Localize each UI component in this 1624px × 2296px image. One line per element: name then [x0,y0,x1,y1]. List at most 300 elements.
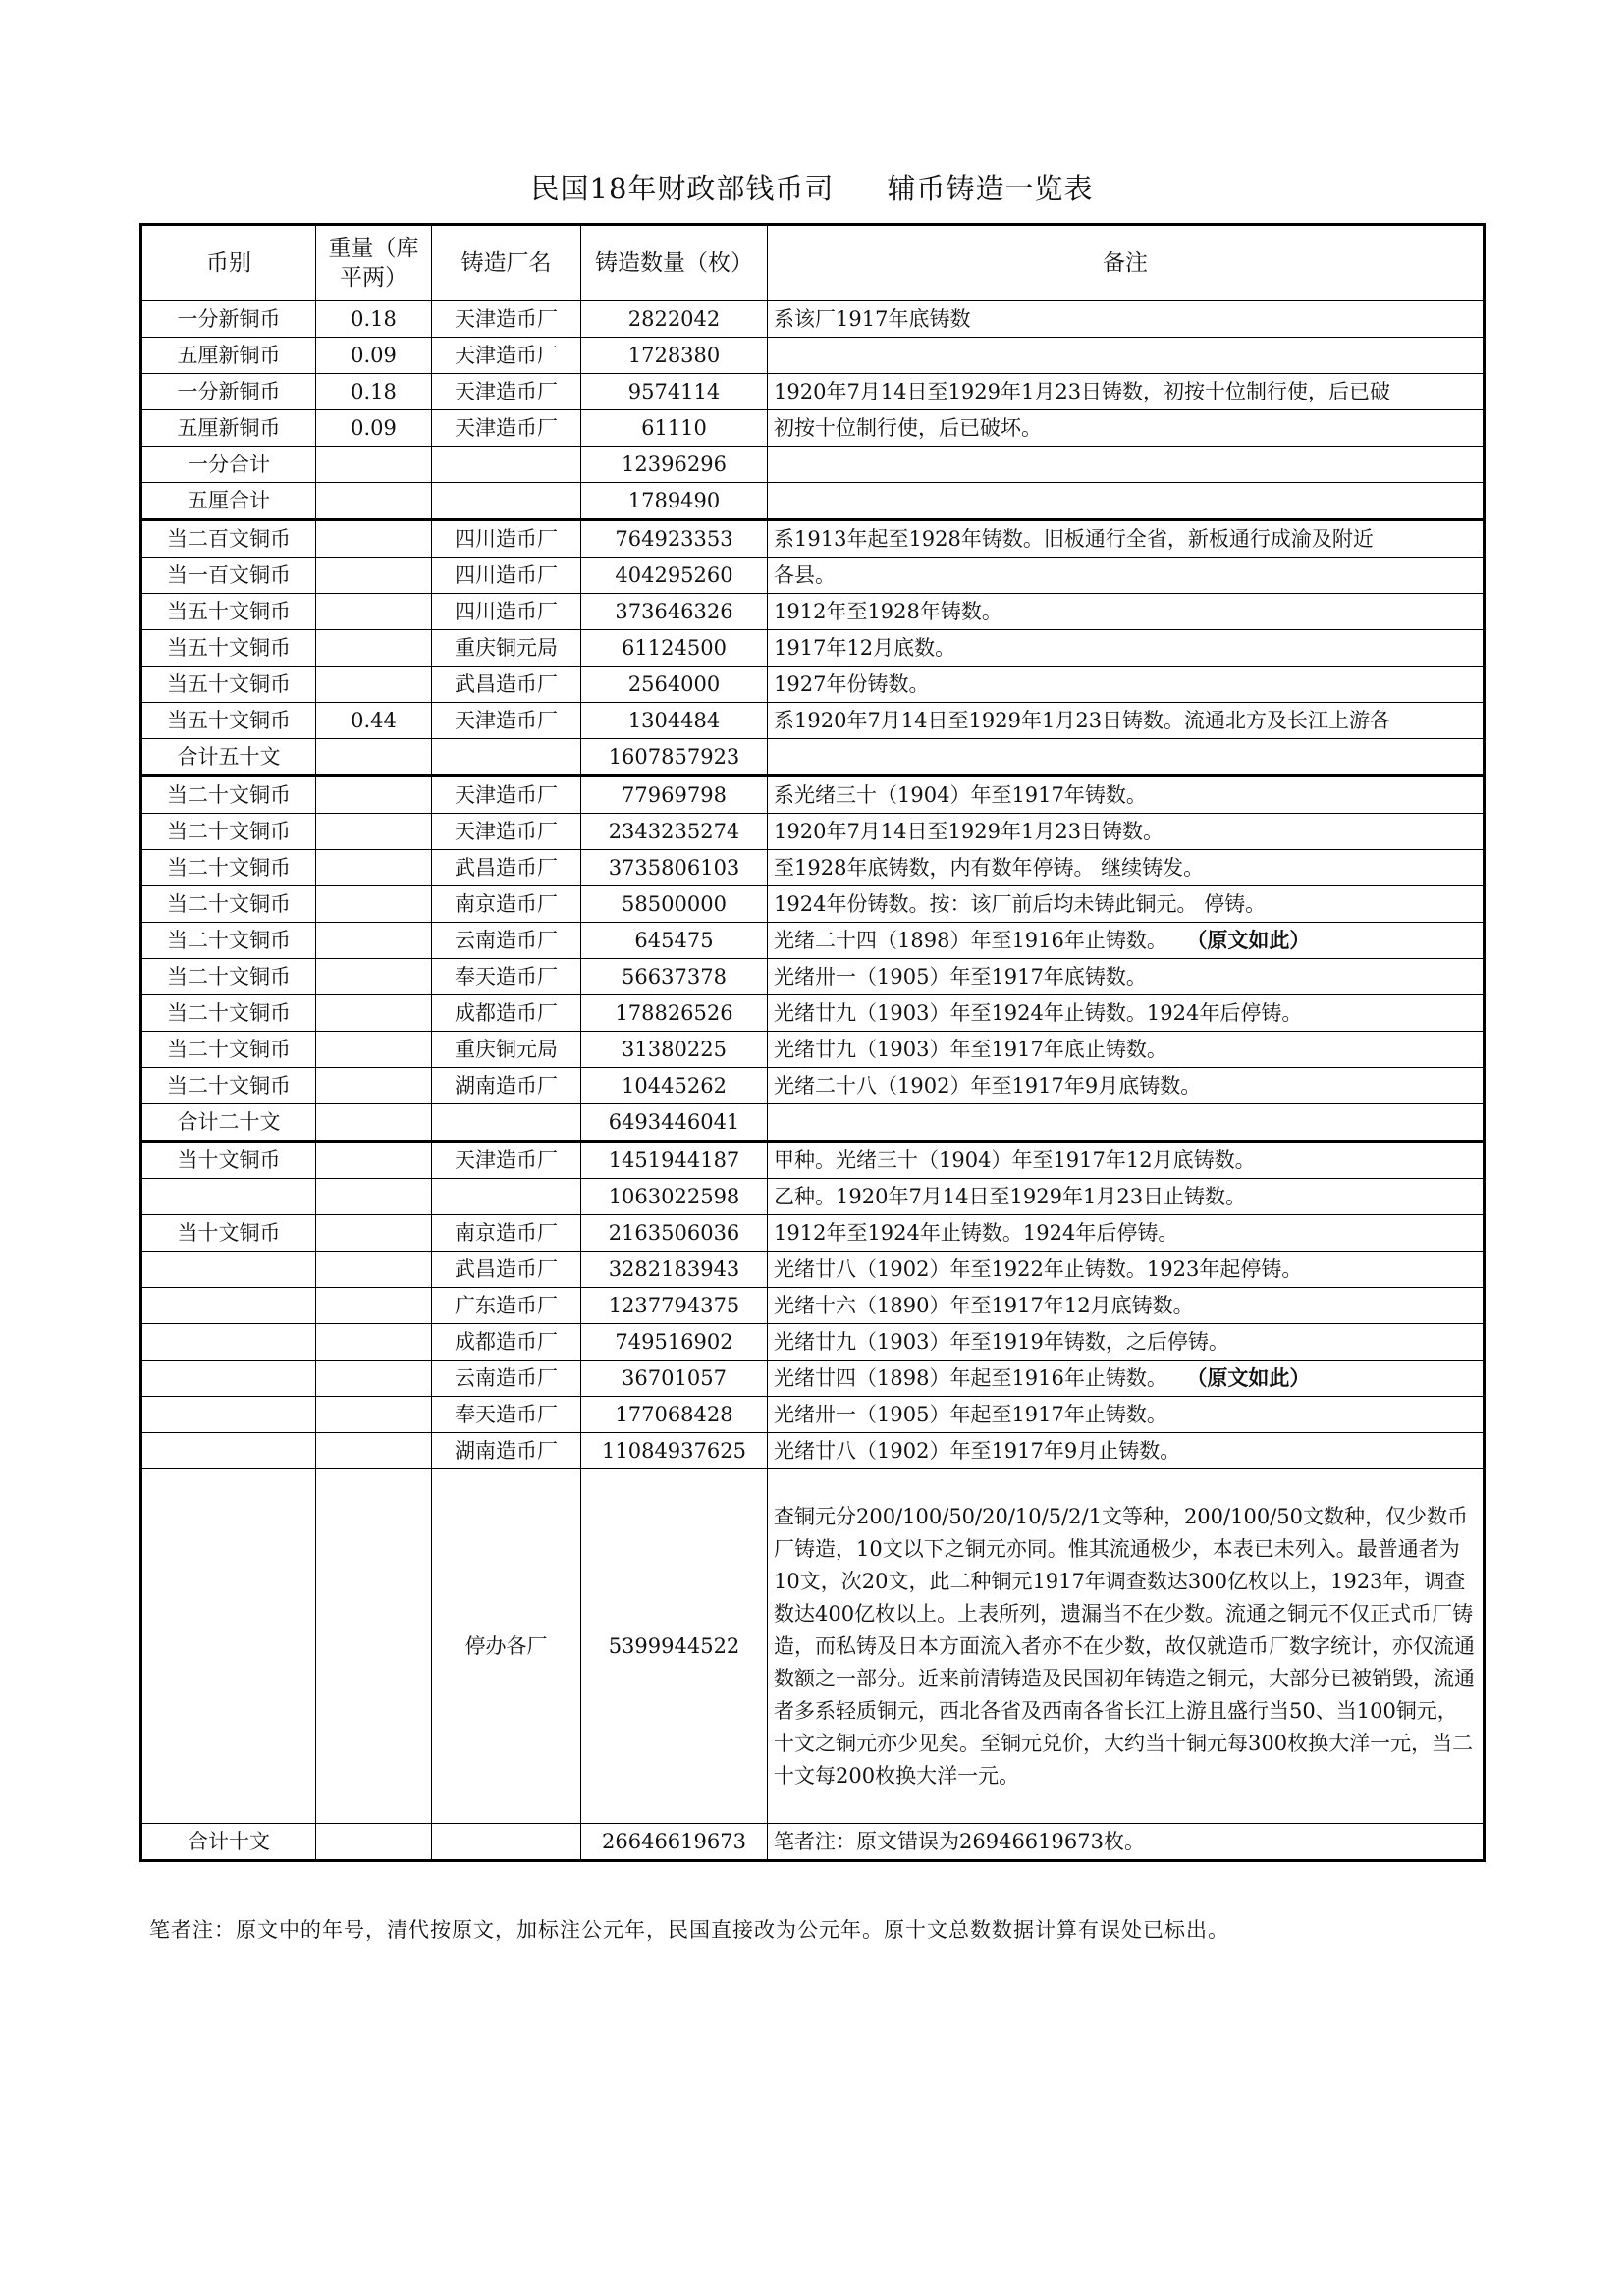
cell-qty [581,338,768,374]
table-row [141,483,1485,520]
cell-weight [316,1433,432,1469]
mint-text: 武昌造币厂 [455,1257,558,1281]
table-row [141,338,1485,374]
cell-weight [316,1252,432,1288]
header-weight: 重量（库平两） [316,225,432,301]
cell-remark [768,630,1485,667]
cell-weight [316,995,432,1032]
cell-mint [432,1397,581,1433]
mint-text: 重庆铜元局 [455,1038,558,1061]
table-row [141,1032,1485,1068]
table-row [141,374,1485,410]
table-row [141,594,1485,630]
coin-table [139,223,1486,1862]
mint-text: 南京造币厂 [455,892,558,916]
cell-type [141,1032,316,1068]
cell-remark [768,1397,1485,1433]
cell-qty [581,301,768,338]
table-row [141,301,1485,338]
cell-remark [768,1068,1485,1104]
qty-text: 9574114 [627,380,721,403]
cell-remark [768,594,1485,630]
table-row [141,1288,1485,1324]
cell-type [141,447,316,483]
cell-mint [432,667,581,703]
qty-text: 58500000 [622,892,727,916]
cell-type [141,886,316,923]
mint-text: 天津造币厂 [455,416,558,440]
cell-mint [432,630,581,667]
cell-remark [768,850,1485,886]
qty-text: 2822042 [627,307,721,331]
cell-qty [581,558,768,594]
weight-text: 0.18 [351,380,397,403]
type-text: 当二十文铜币 [167,856,291,880]
type-text: 一分合计 [188,453,270,476]
weight-text: 0.18 [351,307,397,331]
remark-text: 笔者注：原文错误为26946619673枚。 [774,1830,1145,1853]
table-row [141,1179,1485,1215]
cell-remark [768,1824,1485,1861]
cell-type [141,1469,316,1824]
cell-qty [581,923,768,959]
cell-weight [316,1104,432,1142]
cell-qty [581,1252,768,1288]
cell-remark [768,1469,1485,1824]
table-row [141,776,1485,814]
table-row [141,886,1485,923]
mint-text: 南京造币厂 [455,1221,558,1245]
cell-qty [581,410,768,447]
table-row [141,923,1485,959]
cell-weight [316,483,432,520]
qty-text: 11084937625 [602,1439,746,1463]
mint-text: 奉天造币厂 [455,965,558,988]
cell-qty [581,630,768,667]
cell-weight [316,667,432,703]
cell-weight [316,814,432,850]
cell-remark [768,1288,1485,1324]
cell-qty [581,1179,768,1215]
cell-remark [768,703,1485,739]
cell-weight [316,1397,432,1433]
type-text: 当二十文铜币 [167,929,291,952]
cell-remark [768,1179,1485,1215]
remark-text: 1924年份铸数。按：该厂前后均未铸此铜元。 停铸。 [774,892,1267,916]
cell-remark [768,447,1485,483]
cell-weight [316,520,432,558]
qty-text: 61110 [641,416,707,440]
type-text: 当二十文铜币 [167,1038,291,1061]
remark-text: 1920年7月14日至1929年1月23日铸数，初按十位制行使，后已破 [774,380,1391,403]
qty-text: 2163506036 [608,1221,740,1245]
cell-mint [432,483,581,520]
cell-remark [768,338,1485,374]
qty-text: 1728380 [627,344,721,367]
table-row [141,1824,1485,1861]
type-text: 当二十文铜币 [167,1074,291,1097]
header-qty: 铸造数量（枚） [581,225,768,301]
cell-type [141,923,316,959]
type-text: 当二十文铜币 [167,965,291,988]
remark-text: 系1913年起至1928年铸数。旧板通行全省，新板通行成渝及附近 [774,527,1374,551]
cell-qty [581,1397,768,1433]
table-row [141,1361,1485,1397]
mint-text: 成都造币厂 [455,1001,558,1025]
remark-text: 光绪卅一（1905）年至1917年底铸数。 [774,965,1147,988]
qty-text: 373646326 [615,600,733,623]
type-text: 当二十文铜币 [167,783,291,807]
cell-weight [316,1824,432,1861]
cell-weight [316,301,432,338]
mint-text: 天津造币厂 [455,1148,558,1172]
qty-text: 1789490 [627,489,721,512]
cell-type [141,1104,316,1142]
cell-mint [432,814,581,850]
qty-text: 36701057 [622,1366,727,1390]
remark-text: 光绪廿八（1902）年至1917年9月止铸数。 [774,1439,1181,1463]
mint-text: 天津造币厂 [455,709,558,732]
qty-text: 1304484 [627,709,721,732]
cell-qty [581,886,768,923]
cell-type [141,338,316,374]
cell-mint [432,1824,581,1861]
cell-weight [316,703,432,739]
cell-type [141,1215,316,1252]
qty-text: 6493446041 [608,1110,740,1134]
cell-weight [316,447,432,483]
cell-type [141,520,316,558]
cell-mint [432,1032,581,1068]
remark-text: 1912年至1928年铸数。 [774,600,1002,623]
remark-text: 1917年12月底数。 [774,636,956,660]
cell-remark [768,995,1485,1032]
remark-text: 至1928年底铸数，内有数年停铸。 继续铸发。 [774,856,1205,880]
cell-qty [581,995,768,1032]
mint-text: 云南造币厂 [455,1366,558,1390]
cell-qty [581,667,768,703]
cell-type [141,558,316,594]
cell-remark [768,520,1485,558]
table-row [141,1142,1485,1179]
cell-weight [316,594,432,630]
cell-weight [316,850,432,886]
qty-text: 749516902 [615,1330,733,1354]
remark-text: 1927年份铸数。 [774,672,930,696]
remark-text: 光绪廿四（1898）年起至1916年止铸数。 [774,1366,1167,1390]
cell-mint [432,1104,581,1142]
cell-qty [581,1288,768,1324]
cell-mint [432,1361,581,1397]
cell-remark [768,1104,1485,1142]
table-row [141,850,1485,886]
cell-weight [316,1068,432,1104]
cell-remark [768,410,1485,447]
cell-type [141,1433,316,1469]
cell-mint [432,558,581,594]
type-text: 当五十文铜币 [167,672,291,696]
cell-qty [581,1361,768,1397]
cell-mint [432,1068,581,1104]
cell-weight [316,374,432,410]
remark-text: 光绪廿九（1903）年至1924年止铸数。1924年后停铸。 [774,1001,1303,1025]
cell-weight [316,1288,432,1324]
cell-type [141,1361,316,1397]
qty-text: 2343235274 [608,820,740,843]
qty-text: 177068428 [615,1403,733,1426]
cell-qty [581,703,768,739]
mint-text: 天津造币厂 [455,783,558,807]
cell-qty [581,1104,768,1142]
cell-remark [768,1215,1485,1252]
table-row [141,1433,1485,1469]
mint-text: 成都造币厂 [455,1330,558,1354]
type-text: 合计五十文 [177,745,281,769]
cell-type [141,630,316,667]
header-type: 币别 [141,225,316,301]
cell-mint [432,1433,581,1469]
cell-type [141,1824,316,1861]
header-remark: 备注 [768,225,1485,301]
footnote: 笔者注：原文中的年号，清代按原文，加标注公元年，民国直接改为公元年。原十文总数数据计算有误处已标出。 [149,1918,1229,1942]
cell-mint [432,1142,581,1179]
cell-qty [581,483,768,520]
qty-text: 61124500 [622,636,727,660]
remark-text: 光绪廿九（1903）年至1917年底止铸数。 [774,1038,1167,1061]
cell-mint [432,1324,581,1361]
qty-text: 77969798 [622,783,727,807]
cell-type [141,850,316,886]
remark-extra: （原文如此） [1196,1365,1311,1390]
type-text: 当五十文铜币 [167,600,291,623]
qty-text: 31380225 [622,1038,727,1061]
table-row [141,1252,1485,1288]
cell-qty [581,1142,768,1179]
cell-mint [432,338,581,374]
cell-mint [432,739,581,776]
type-text: 五厘合计 [188,489,270,512]
cell-type [141,410,316,447]
table-row [141,667,1485,703]
cell-weight [316,1469,432,1824]
cell-type [141,776,316,814]
cell-type [141,1288,316,1324]
table-row [141,447,1485,483]
mint-text: 四川造币厂 [455,600,558,623]
mint-text: 湖南造币厂 [455,1074,558,1097]
table-row [141,558,1485,594]
cell-remark [768,483,1485,520]
cell-type [141,1252,316,1288]
table-row [141,1324,1485,1361]
cell-mint [432,923,581,959]
cell-mint [432,410,581,447]
remark-text: 系光绪三十（1904）年至1917年铸数。 [774,783,1147,807]
qty-text: 2564000 [627,672,721,696]
cell-qty [581,814,768,850]
table-row [141,1469,1485,1824]
weight-text: 0.44 [351,709,397,732]
cell-weight [316,1361,432,1397]
cell-remark [768,374,1485,410]
page-title [0,167,1624,207]
cell-mint [432,1215,581,1252]
cell-mint [432,776,581,814]
type-text: 一分新铜币 [177,380,281,403]
remark-text: 光绪廿九（1903）年至1919年铸数，之后停铸。 [774,1330,1229,1354]
remark-text: 乙种。1920年7月14日至1929年1月23日止铸数。 [774,1185,1247,1208]
type-text: 当一百文铜币 [167,563,291,587]
mint-text: 四川造币厂 [455,527,558,551]
remark-extra: （原文如此） [1196,928,1311,952]
cell-mint [432,594,581,630]
qty-text: 5399944522 [608,1634,740,1658]
cell-weight [316,1215,432,1252]
mint-text: 天津造币厂 [455,344,558,367]
remark-text: 各县。 [774,563,836,587]
cell-remark [768,776,1485,814]
cell-mint [432,959,581,995]
cell-qty [581,1433,768,1469]
cell-weight [316,1179,432,1215]
remark-text: 初按十位制行使，后已破坏。 [774,416,1042,440]
cell-qty [581,447,768,483]
mint-text: 云南造币厂 [455,929,558,952]
cell-weight [316,410,432,447]
cell-mint [432,1288,581,1324]
cell-type [141,814,316,850]
type-text: 当五十文铜币 [167,709,291,732]
cell-mint [432,850,581,886]
weight-text: 0.09 [351,416,397,440]
qty-text: 1451944187 [608,1148,740,1172]
cell-mint [432,301,581,338]
remark-text: 光绪卅一（1905）年起至1917年止铸数。 [774,1403,1167,1426]
remark-text: 光绪十六（1890）年至1917年12月底铸数。 [774,1294,1194,1317]
qty-text: 12396296 [622,453,727,476]
table-row [141,959,1485,995]
table-row [141,630,1485,667]
cell-qty [581,959,768,995]
table-row [141,1068,1485,1104]
qty-text: 645475 [634,929,714,952]
qty-text: 404295260 [615,563,733,587]
type-text: 当二十文铜币 [167,820,291,843]
mint-text: 湖南造币厂 [455,1439,558,1463]
table-row [141,1104,1485,1142]
cell-qty [581,850,768,886]
table-row [141,814,1485,850]
qty-text: 764923353 [615,527,733,551]
remark-text: 系该厂1917年底铸数 [774,307,971,331]
remark-text: 光绪二十八（1902）年至1917年9月底铸数。 [774,1074,1202,1097]
cell-weight [316,886,432,923]
weight-text: 0.09 [351,344,397,367]
type-text: 合计十文 [188,1830,270,1853]
cell-type [141,1324,316,1361]
mint-text: 武昌造币厂 [455,672,558,696]
qty-text: 56637378 [622,965,727,988]
cell-weight [316,776,432,814]
cell-remark [768,923,1485,959]
qty-text: 1607857923 [608,745,740,769]
remark-text: 光绪廿八（1902）年至1922年止铸数。1923年起停铸。 [774,1257,1303,1281]
table-row [141,703,1485,739]
mint-text: 天津造币厂 [455,380,558,403]
remark-text: 1912年至1924年止铸数。1924年后停铸。 [774,1221,1179,1245]
cell-weight [316,1142,432,1179]
cell-remark [768,959,1485,995]
table-row [141,1397,1485,1433]
mint-text: 天津造币厂 [455,307,558,331]
cell-weight [316,959,432,995]
table-row [141,520,1485,558]
type-text: 五厘新铜币 [177,416,281,440]
cell-remark [768,886,1485,923]
cell-remark [768,1252,1485,1288]
mint-text: 四川造币厂 [455,563,558,587]
cell-remark [768,667,1485,703]
cell-type [141,594,316,630]
mint-text: 重庆铜元局 [455,636,558,660]
title-part1: 民国18年财政部钱币司 [530,172,835,205]
cell-qty [581,374,768,410]
cell-type [141,959,316,995]
cell-type [141,703,316,739]
cell-weight [316,923,432,959]
cell-mint [432,995,581,1032]
cell-qty [581,520,768,558]
cell-qty [581,739,768,776]
remark-text: 1920年7月14日至1929年1月23日铸数。 [774,820,1164,843]
cell-remark [768,1142,1485,1179]
type-text: 当五十文铜币 [167,636,291,660]
mint-text: 广东造币厂 [455,1294,558,1317]
cell-type [141,301,316,338]
remark-text: 光绪二十四（1898）年至1916年止铸数。 [774,929,1167,952]
cell-weight [316,558,432,594]
cell-type [141,374,316,410]
cell-remark [768,739,1485,776]
cell-remark [768,1032,1485,1068]
type-text: 当十文铜币 [177,1221,281,1245]
cell-qty [581,776,768,814]
mint-text: 武昌造币厂 [455,856,558,880]
remark-text: 系1920年7月14日至1929年1月23日铸数。流通北方及长江上游各 [774,709,1391,732]
type-text: 当二百文铜币 [167,527,291,551]
cell-type [141,1179,316,1215]
cell-mint [432,1179,581,1215]
cell-type [141,1142,316,1179]
cell-qty [581,1469,768,1824]
table-row [141,995,1485,1032]
qty-text: 1237794375 [608,1294,740,1317]
remark-text: 甲种。光绪三十（1904）年至1917年12月底铸数。 [774,1148,1256,1172]
mint-text: 停办各厂 [464,1634,548,1658]
type-text: 当二十文铜币 [167,1001,291,1025]
remark-text: 查铜元分200/100/50/20/10/5/2/1文等种，200/100/50文数种，仅少数币厂铸造，10文以下之铜元亦同。惟其流通极少，本表已未列入。最普通者为10文，次20文，此二种铜元1917年调查数达300亿枚以上，1923年，调查数达400亿枚以上。上表所列，遗漏当不在少数。流通之铜元不仅正式币厂铸造，而私铸及日本方面流入者亦不在少数，故仅就造币厂数字统计，亦仅流通数额之一部分。近来前清铸造及民国初年铸造之铜元，大部分已被销毁，流通者多系轻质铜元，西北各省及西南各省长江上游且盛行当50、当100铜元，十文之铜元亦少见矣。至铜元兑价，大约当十铜元每300枚换大洋一元，当二十文每200枚换大洋一元。 [774,1504,1475,1788]
cell-type [141,483,316,520]
title-part2: 辅币铸造一览表 [887,172,1094,205]
mint-text: 奉天造币厂 [455,1403,558,1426]
cell-qty [581,1032,768,1068]
table-row [141,410,1485,447]
mint-text: 天津造币厂 [455,820,558,843]
cell-remark [768,814,1485,850]
qty-text: 3735806103 [608,856,740,880]
cell-qty [581,1324,768,1361]
cell-type [141,1397,316,1433]
